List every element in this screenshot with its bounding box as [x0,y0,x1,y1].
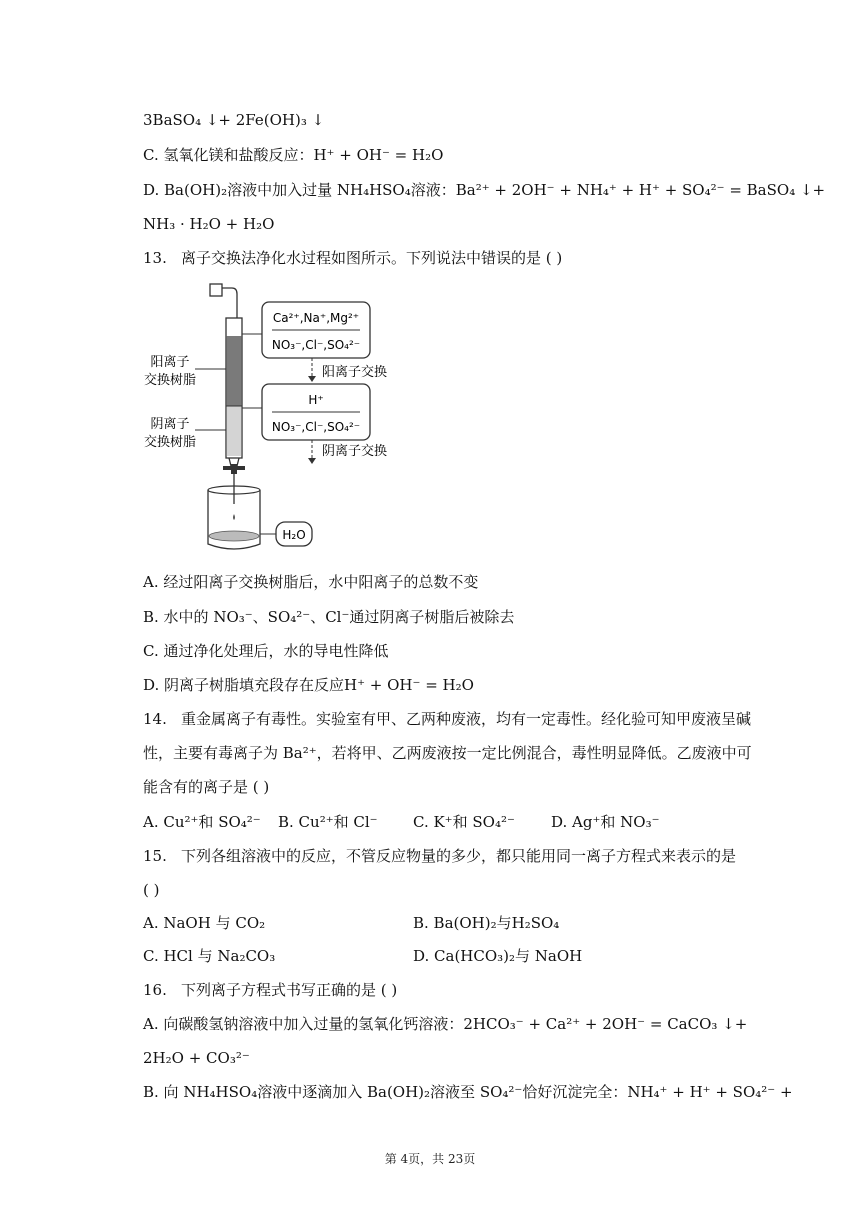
q14-option-b: B. Cu²⁺和 Cl⁻ [278,813,378,831]
q15-option-a: A. NaOH 与 CO₂ [143,914,266,932]
q13-option-c: C. 通过净化处理后，水的导电性降低 [143,642,389,660]
q13-option-b: B. 水中的 NO₃⁻、SO₄²⁻、Cl⁻通过阴离子树脂后被除去 [143,608,515,626]
question-15 [143,846,736,866]
cation-resin-label-1: 阳离子 [150,355,190,370]
question-number: 14. [143,710,167,728]
question-16 [143,980,397,1000]
option-d-prev: D. Ba(OH)₂溶液中加入过量 NH₄HSO₄溶液：Ba²⁺ + 2OH⁻ + NH₄⁺ + H⁺ + SO₄²⁻ = BaSO₄ ↓+ [143,181,826,199]
page-footer: 第 4页，共 23页 [384,1152,476,1166]
question-stem-cont: 能含有的离子是 ( ) [143,778,270,796]
cation-exchange-label: 阳离子交换 [322,365,388,380]
q14-option-a: A. Cu²⁺和 SO₄²⁻ [143,813,261,831]
q14-option-d: D. Ag⁺和 NO₃⁻ [551,813,660,831]
question-number: 15. [143,847,167,865]
water-label: H₂O [282,528,306,542]
question-stem-cont: 性，主要有毒离子为 Ba²⁺，若将甲、乙两废液按一定比例混合，毒性明显降低。乙废液中可 [143,744,752,762]
box2-cations: H⁺ [308,393,324,407]
question-number: 16. [143,981,167,999]
q13-option-d: D. 阴离子树脂填充段存在反应H⁺ + OH⁻ = H₂O [143,676,474,694]
option-c-prev: C. 氢氧化镁和盐酸反应：H⁺ + OH⁻ = H₂O [143,146,444,164]
q14-option-c: C. K⁺和 SO₄²⁻ [413,813,515,831]
anion-exchange-label: 阴离子交换 [322,444,388,459]
text-line: NH₃ · H₂O + H₂O [143,215,275,233]
cation-resin-label-2: 交换树脂 [143,373,197,388]
question-stem-cont: ( ) [143,881,160,899]
question-14 [143,709,751,729]
ion-exchange-figure [140,278,410,554]
anion-resin-label-1: 阴离子 [150,417,190,432]
question-stem: 重金属离子有毒性。实验室有甲、乙两种废液，均有一定毒性。经化验可知甲废液呈碱 [181,710,752,728]
question-13 [143,248,562,268]
question-stem: 离子交换法净化水过程如图所示。下列说法中错误的是 ( ) [181,249,563,267]
anion-resin-label-2: 交换树脂 [143,435,197,450]
question-number: 13. [143,249,167,267]
box2-anions: NO₃⁻,Cl⁻,SO₄²⁻ [271,420,361,434]
question-stem: 下列各组溶液中的反应，不管反应物量的多少，都只能用同一离子方程式来表示的是 [181,847,737,865]
q13-option-a: A. 经过阳离子交换树脂后，水中阳离子的总数不变 [143,573,479,591]
box1-cations: Ca²⁺,Na⁺,Mg²⁺ [272,311,360,325]
q15-option-d: D. Ca(HCO₃)₂与 NaOH [413,947,583,965]
q15-option-c: C. HCl 与 Na₂CO₃ [143,947,276,965]
box1-anions: NO₃⁻,Cl⁻,SO₄²⁻ [271,338,361,352]
text-line: 3BaSO₄ ↓+ 2Fe(OH)₃ ↓ [143,111,325,129]
question-stem: 下列离子方程式书写正确的是 ( ) [181,981,398,999]
q16-option-a-cont: 2H₂O + CO₃²⁻ [143,1049,250,1067]
q16-option-b: B. 向 NH₄HSO₄溶液中逐滴加入 Ba(OH)₂溶液至 SO₄²⁻恰好沉淀完全：NH₄⁺ + H⁺ + SO₄²⁻ + [143,1083,793,1101]
q15-option-b: B. Ba(OH)₂与H₂SO₄ [413,914,560,932]
q16-option-a: A. 向碳酸氢钠溶液中加入过量的氢氧化钙溶液：2HCO₃⁻ + Ca²⁺ + 2OH⁻ = CaCO₃ ↓+ [143,1015,748,1033]
